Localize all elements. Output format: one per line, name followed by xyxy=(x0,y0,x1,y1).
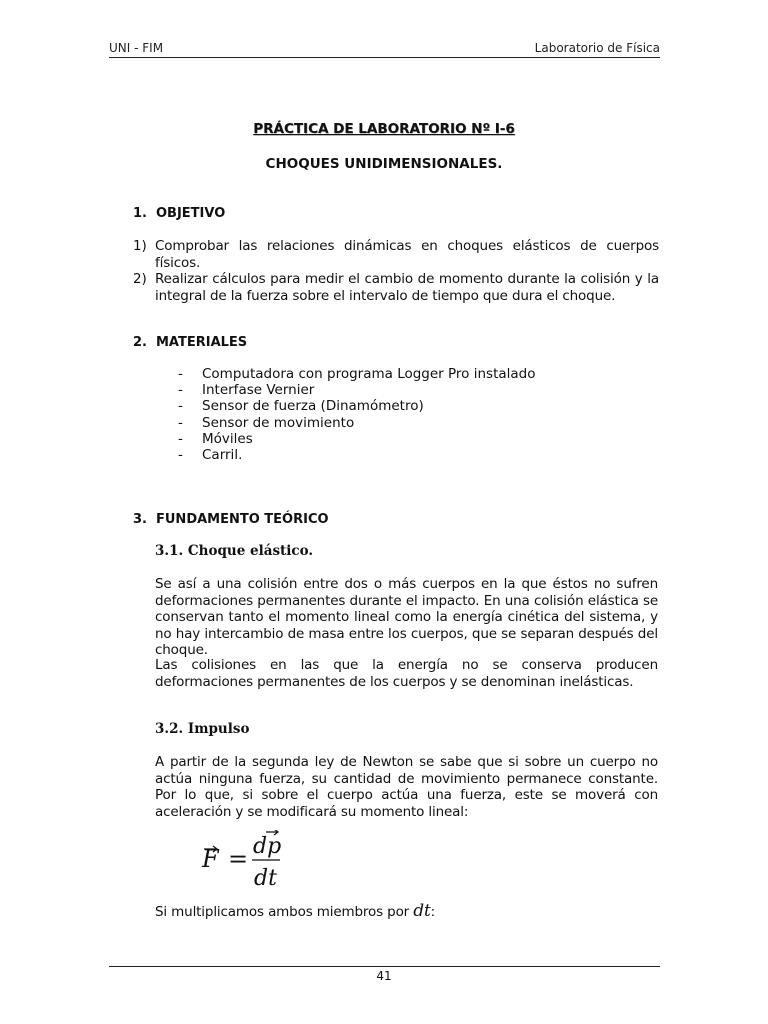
item-number: 2) xyxy=(133,271,147,287)
equation-force-momentum xyxy=(198,830,288,892)
bullet: - xyxy=(178,366,183,382)
paragraph-text: Si multiplicamos ambos miembros por xyxy=(155,904,414,920)
section-objetivo-heading xyxy=(133,206,225,221)
list-item xyxy=(178,431,536,447)
item-text: Interfase Vernier xyxy=(202,382,315,399)
header-rule xyxy=(109,57,660,58)
paragraph: Se así a una colisión entre dos o más cuerpos en la que éstos no sufren deformaciones permanentes durante el impacto. En una colisión elástica se conservan tanto el momento lineal como la energía cinética del sistema, y no hay intercambio de masa entre los cuerpos, que se separan después del choque. xyxy=(155,576,658,658)
page-number: 41 xyxy=(376,969,392,983)
section-number: 2. xyxy=(133,335,147,350)
item-text: Computadora con programa Logger Pro instalado xyxy=(202,366,536,382)
paragraph: Las colisiones en las que la energía no se conserva producen deformaciones permanentes de los cuerpos y se denominan inelásticas. xyxy=(155,657,658,690)
item-text: Móviles xyxy=(202,430,253,447)
list-item xyxy=(178,415,536,431)
subsection-choque-elastico-heading: 3.1. Choque elástico. xyxy=(155,543,314,559)
list-item xyxy=(178,398,536,414)
paragraph xyxy=(155,903,658,921)
section-title: FUNDAMENTO TEÓRICO xyxy=(156,512,329,527)
list-item xyxy=(178,366,536,382)
section-title: MATERIALES xyxy=(156,335,248,350)
list-item xyxy=(178,447,536,463)
bullet: - xyxy=(178,430,183,447)
bullet: - xyxy=(178,382,183,399)
eq-equals: = xyxy=(228,845,249,873)
section-materiales-heading xyxy=(133,335,247,350)
bullet: - xyxy=(178,398,183,415)
objetivo-list xyxy=(133,238,659,304)
section-title: OBJETIVO xyxy=(156,206,226,221)
item-text: Realizar cálculos para medir el cambio de momento durante la colisión y la integral de la fuerza sobre el intervalo de tiempo que dura el choque. xyxy=(155,271,659,304)
inline-math-dt: dt xyxy=(413,901,431,921)
section-number: 3. xyxy=(133,512,147,527)
item-number: 1) xyxy=(133,238,147,254)
paragraph: A partir de la segunda ley de Newton se sabe que si sobre un cuerpo no actúa ninguna fuerza, su cantidad de movimiento permanece constante. Por lo que, si sobre el cuerpo actúa una fuerza, este se moverá con aceleración y se modificará su momento lineal: xyxy=(155,754,658,820)
list-item xyxy=(133,238,659,271)
item-text: Sensor de movimiento xyxy=(202,414,355,431)
eq-lhs: F xyxy=(202,845,219,873)
footer-rule xyxy=(109,966,660,967)
subsection-impulso-heading: 3.2. Impulso xyxy=(155,721,250,737)
item-text: Sensor de fuerza (Dinamómetro) xyxy=(202,398,424,415)
header-right: Laboratorio de Física xyxy=(534,41,660,55)
paragraph-end: : xyxy=(430,904,436,920)
eq-numerator: dp xyxy=(253,834,282,859)
list-item xyxy=(178,382,536,398)
document-subtitle: CHOQUES UNIDIMENSIONALES. xyxy=(265,156,503,172)
section-number: 1. xyxy=(133,206,147,221)
header-left: UNI - FIM xyxy=(109,41,164,55)
document-title: PRÁCTICA DE LABORATORIO Nº I-6 xyxy=(253,121,515,137)
section-fundamento-heading xyxy=(133,512,329,527)
bullet: - xyxy=(178,414,183,431)
eq-denominator: dt xyxy=(254,866,277,891)
item-text: Comprobar las relaciones dinámicas en choques elásticos de cuerpos físicos. xyxy=(155,238,659,271)
list-item xyxy=(133,271,659,304)
bullet: - xyxy=(178,447,183,464)
materiales-list xyxy=(178,366,536,463)
item-text: Carril. xyxy=(202,447,243,464)
